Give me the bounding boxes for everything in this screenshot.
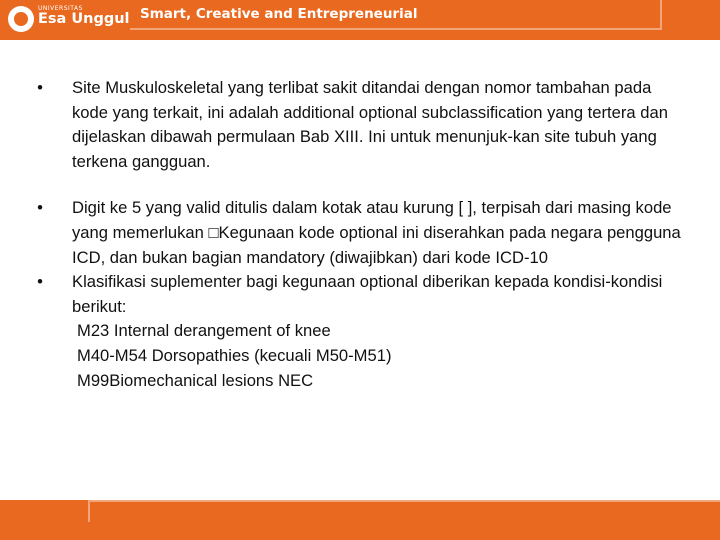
footer-frame-line <box>88 500 720 522</box>
bullet-marker: • <box>37 272 43 292</box>
bullet-text: Digit ke 5 yang valid ditulis dalam kotak atau kurung [ ], terpisah dari masing kode yang memerlukan □Kegunaan kode optional ini diserahkan pada negara pengguna ICD, dan bukan bagian mandatory (diwajibkan) dari kode ICD-10 <box>72 198 681 267</box>
university-logo <box>8 4 130 36</box>
bullet-item <box>30 196 690 270</box>
logo-emblem-icon <box>8 6 34 32</box>
slide-content <box>30 76 690 393</box>
bullet-text: Klasifikasi suplementer bagi kegunaan optional diberikan kepada kondisi-kondisi berikut: <box>72 272 663 316</box>
logo-text: Esa Unggul <box>38 11 130 27</box>
sub-item: M23 Internal derangement of knee <box>77 321 331 341</box>
tagline: Smart, Creative and Entrepreneurial <box>140 6 418 22</box>
bullet-text: Site Muskuloskeletal yang terlibat sakit ditandai dengan nomor tambahan pada kode yang terkait, ini adalah additional optional subclassification yang tertera dan dijelaskan dibawah permulaan Bab XIII. Ini untuk menunjuk-kan site tubuh yang terkena gangguan. <box>72 78 668 171</box>
bullet-marker: • <box>37 78 43 97</box>
sub-item: M40-M54 Dorsopathies (kecuali M50-M51) <box>77 345 392 365</box>
bullet-item <box>30 270 690 319</box>
bullet-marker: • <box>37 198 43 218</box>
footer-bar <box>0 500 720 540</box>
header-bar <box>0 0 720 40</box>
logo-small-text: UNIVERSITAS <box>38 5 83 12</box>
bullet-item <box>30 76 690 174</box>
sub-item: M99Biomechanical lesions NEC <box>77 370 314 390</box>
